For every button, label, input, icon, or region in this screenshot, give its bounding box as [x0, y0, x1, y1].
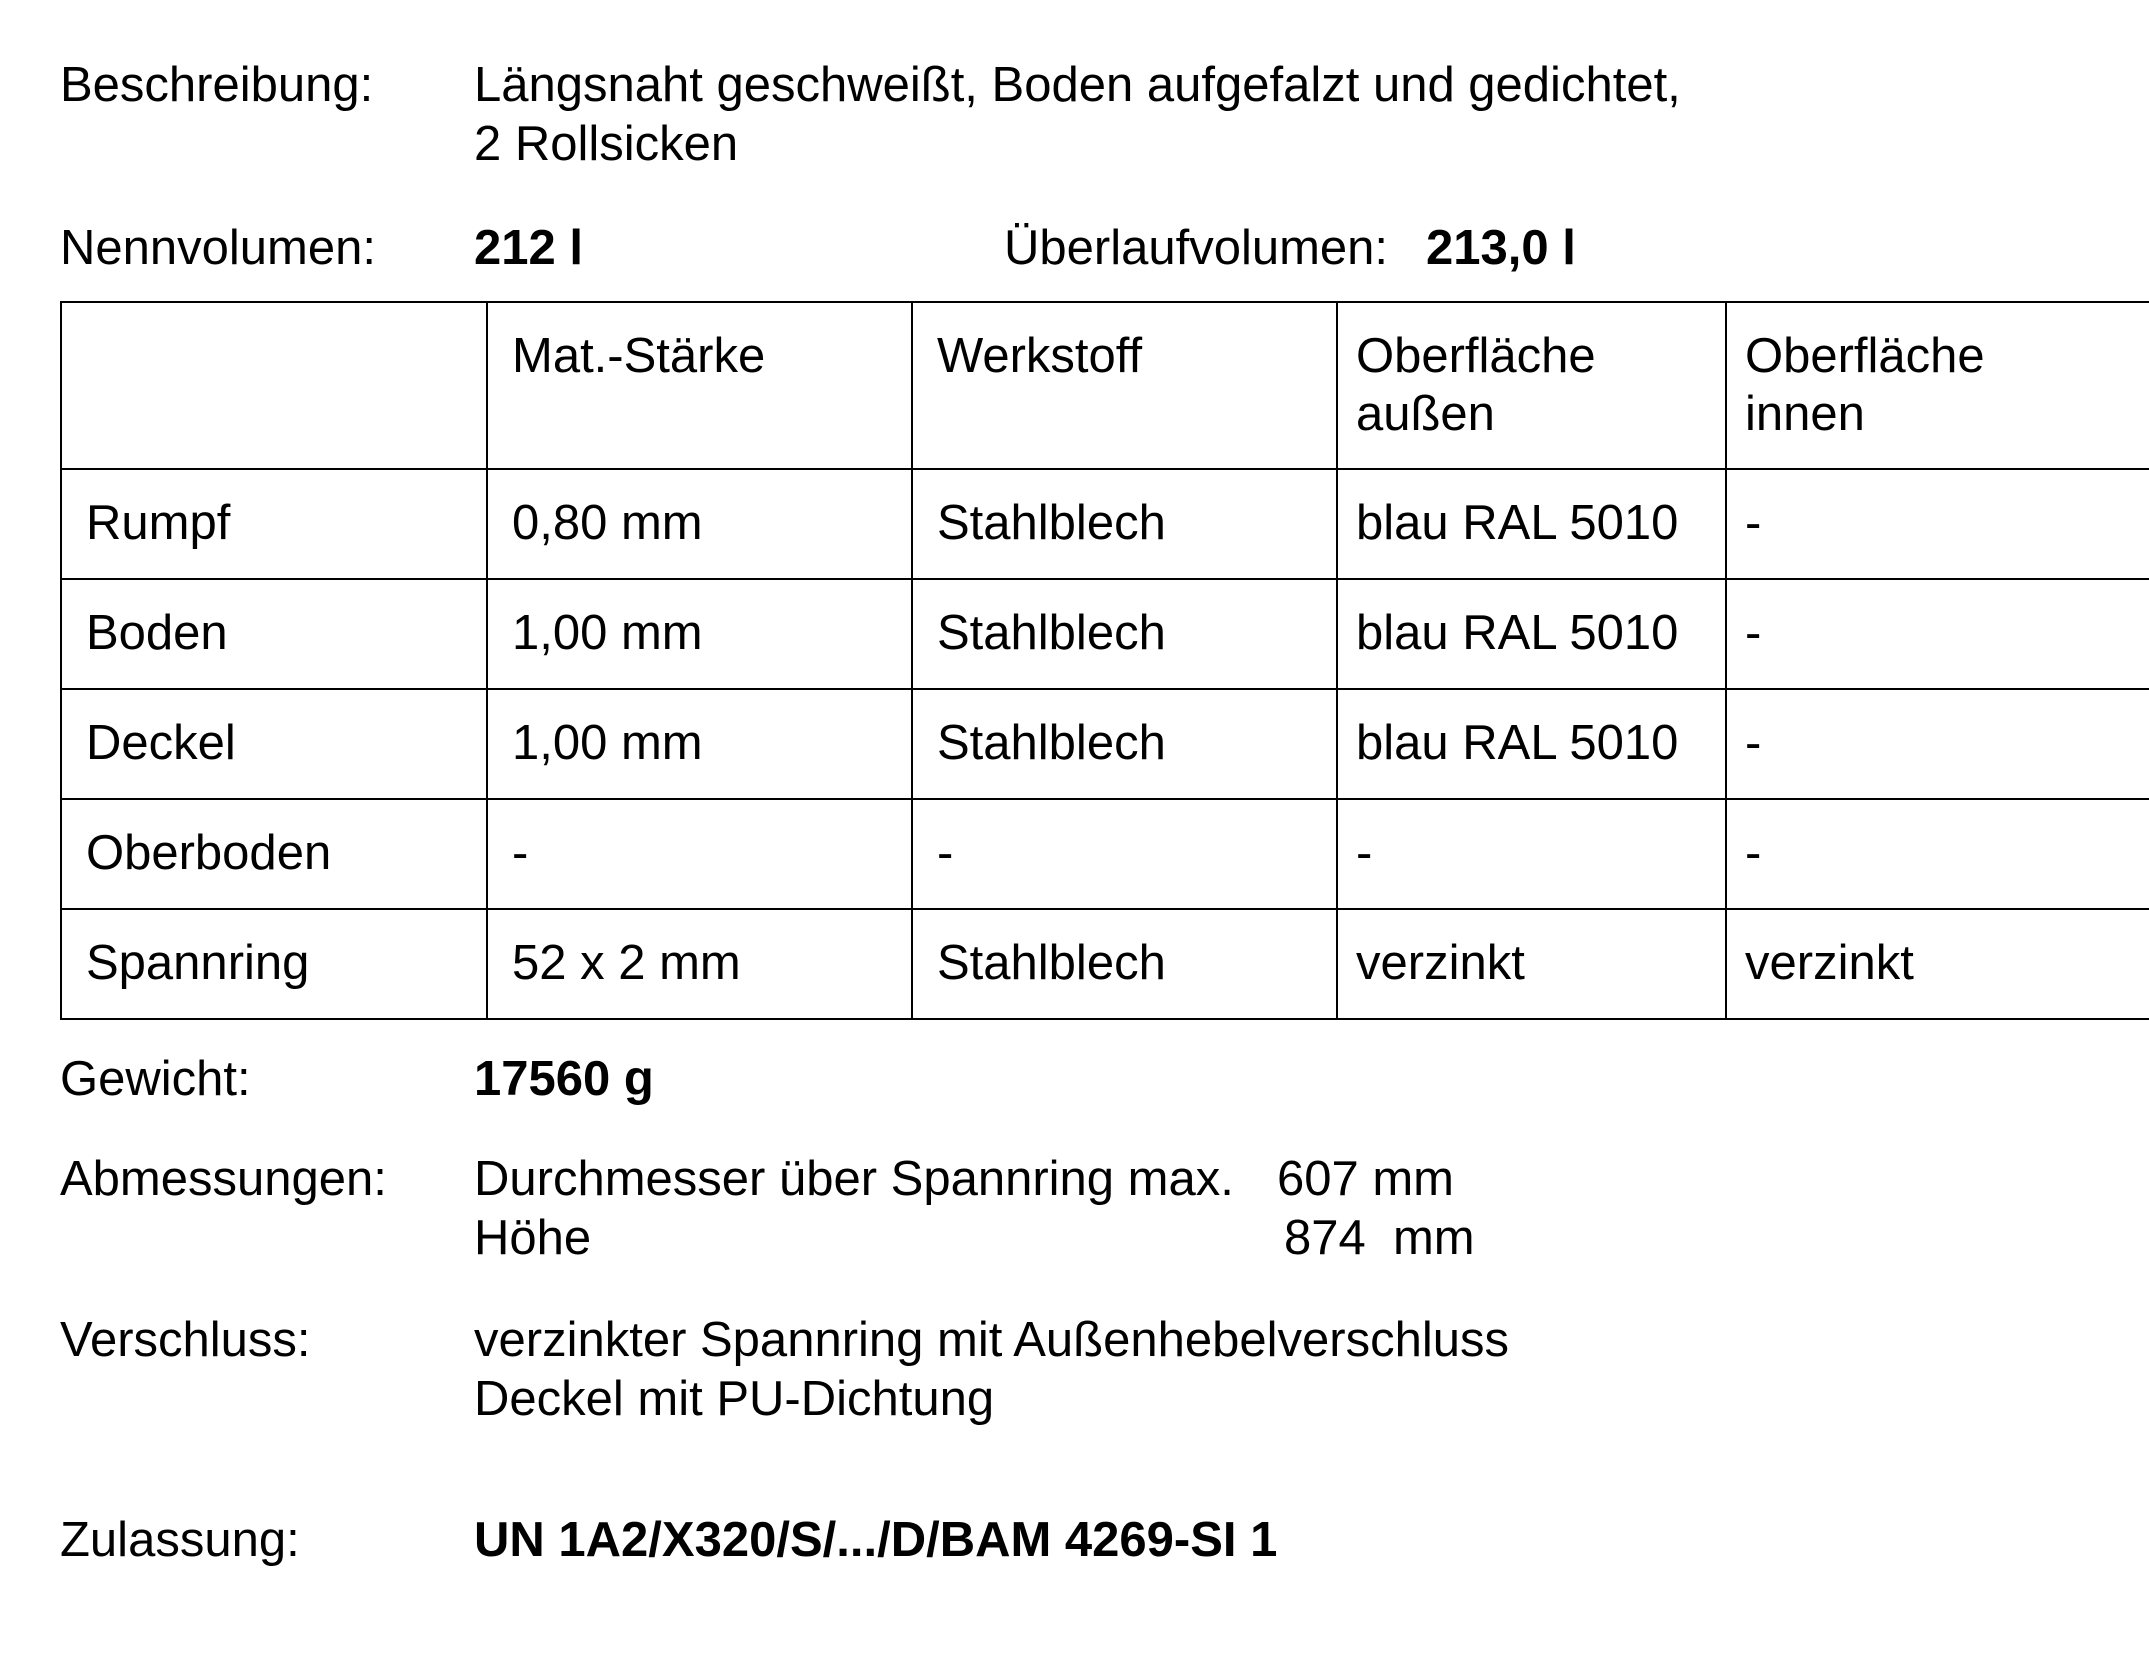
- table-cell: [61, 469, 487, 579]
- gewicht-value: 17560 g: [474, 1052, 654, 1106]
- table-cell: [1726, 909, 2149, 1019]
- oberflaeche-aussen-value: blau RAL 5010: [1356, 496, 1679, 550]
- table-cell: [61, 909, 487, 1019]
- header-oberflaeche-aussen-line-1: Oberfläche: [1356, 329, 1596, 383]
- table-row: [61, 689, 2149, 799]
- mat-staerke-value: -: [512, 826, 529, 880]
- row-label: Oberboden: [86, 826, 332, 880]
- ueberlaufvolumen-value: 213,0 l: [1426, 221, 1576, 275]
- table-cell: [1726, 579, 2149, 689]
- beschreibung-line-1: Längsnaht geschweißt, Boden aufgefalzt und gedichtet,: [474, 58, 1681, 112]
- oberflaeche-aussen-value: blau RAL 5010: [1356, 606, 1679, 660]
- mat-staerke-value: 1,00 mm: [512, 606, 703, 660]
- oberflaeche-aussen-value: verzinkt: [1356, 936, 1525, 990]
- gewicht-label: Gewicht:: [60, 1052, 251, 1106]
- table-header-cell: [1726, 302, 2149, 469]
- oberflaeche-innen-value: -: [1745, 716, 1762, 770]
- row-label: Deckel: [86, 716, 236, 770]
- abmessungen-hoehe-value: 874 mm: [1284, 1211, 1475, 1265]
- header-oberflaeche-innen-line-2: innen: [1745, 387, 1865, 441]
- verschluss-line-1: verzinkter Spannring mit Außenhebelverschluss: [474, 1313, 1509, 1367]
- header-oberflaeche-innen-line-1: Oberfläche: [1745, 329, 1985, 383]
- table-cell: [487, 469, 912, 579]
- table-cell: [1726, 469, 2149, 579]
- werkstoff-value: Stahlblech: [937, 606, 1166, 660]
- table-header-cell: [1337, 302, 1726, 469]
- table-cell: [487, 579, 912, 689]
- werkstoff-value: -: [937, 826, 954, 880]
- ueberlaufvolumen-label: Überlaufvolumen:: [1004, 221, 1389, 275]
- werkstoff-value: Stahlblech: [937, 936, 1166, 990]
- abmessungen-hoehe-label: Höhe: [474, 1211, 592, 1265]
- table-cell: [61, 799, 487, 909]
- table-cell: [912, 579, 1337, 689]
- oberflaeche-aussen-value: -: [1356, 826, 1373, 880]
- header-werkstoff: Werkstoff: [937, 329, 1143, 383]
- table-cell: [61, 579, 487, 689]
- table-cell: [912, 909, 1337, 1019]
- table-row: [61, 909, 2149, 1019]
- table-cell: [1337, 469, 1726, 579]
- table-header-cell: [912, 302, 1337, 469]
- beschreibung-label: Beschreibung:: [60, 58, 374, 112]
- mat-staerke-value: 1,00 mm: [512, 716, 703, 770]
- table-cell: [1337, 909, 1726, 1019]
- oberflaeche-innen-value: -: [1745, 826, 1762, 880]
- verschluss-label: Verschluss:: [60, 1313, 311, 1367]
- row-label: Rumpf: [86, 496, 231, 550]
- table-cell: [1337, 689, 1726, 799]
- header-oberflaeche-aussen-line-2: außen: [1356, 387, 1495, 441]
- abmessungen-durchmesser-label: Durchmesser über Spannring max.: [474, 1152, 1234, 1206]
- beschreibung-line-2: 2 Rollsicken: [474, 117, 739, 171]
- werkstoff-value: Stahlblech: [937, 496, 1166, 550]
- oberflaeche-innen-value: verzinkt: [1745, 936, 1914, 990]
- table-cell: [487, 909, 912, 1019]
- nennvolumen-label: Nennvolumen:: [60, 221, 376, 275]
- oberflaeche-innen-value: -: [1745, 606, 1762, 660]
- header-mat-staerke: Mat.-Stärke: [512, 329, 766, 383]
- verschluss-line-2: Deckel mit PU-Dichtung: [474, 1372, 995, 1426]
- table-row: [61, 799, 2149, 909]
- oberflaeche-innen-value: -: [1745, 496, 1762, 550]
- oberflaeche-aussen-value: blau RAL 5010: [1356, 716, 1679, 770]
- nennvolumen-value: 212 l: [474, 221, 583, 275]
- row-label: Boden: [86, 606, 228, 660]
- table-cell: [1726, 799, 2149, 909]
- row-label: Spannring: [86, 936, 310, 990]
- table-header-cell: [487, 302, 912, 469]
- mat-staerke-value: 0,80 mm: [512, 496, 703, 550]
- table-cell: [487, 689, 912, 799]
- table-cell: [1337, 799, 1726, 909]
- table-cell: [1337, 579, 1726, 689]
- table-cell: [912, 799, 1337, 909]
- table-header-row: [61, 302, 2149, 469]
- zulassung-label: Zulassung:: [60, 1513, 300, 1567]
- abmessungen-label: Abmessungen:: [60, 1152, 387, 1206]
- mat-staerke-value: 52 x 2 mm: [512, 936, 741, 990]
- table-row: [61, 579, 2149, 689]
- werkstoff-value: Stahlblech: [937, 716, 1166, 770]
- abmessungen-durchmesser-value: 607 mm: [1277, 1152, 1455, 1206]
- table-row: [61, 469, 2149, 579]
- table-cell: [487, 799, 912, 909]
- zulassung-value: UN 1A2/X320/S/.../D/BAM 4269-SI 1: [474, 1513, 1278, 1567]
- table-header-cell: [61, 302, 487, 469]
- spec-table: [60, 301, 2149, 1020]
- table-cell: [912, 689, 1337, 799]
- table-cell: [1726, 689, 2149, 799]
- table-cell: [61, 689, 487, 799]
- table-cell: [912, 469, 1337, 579]
